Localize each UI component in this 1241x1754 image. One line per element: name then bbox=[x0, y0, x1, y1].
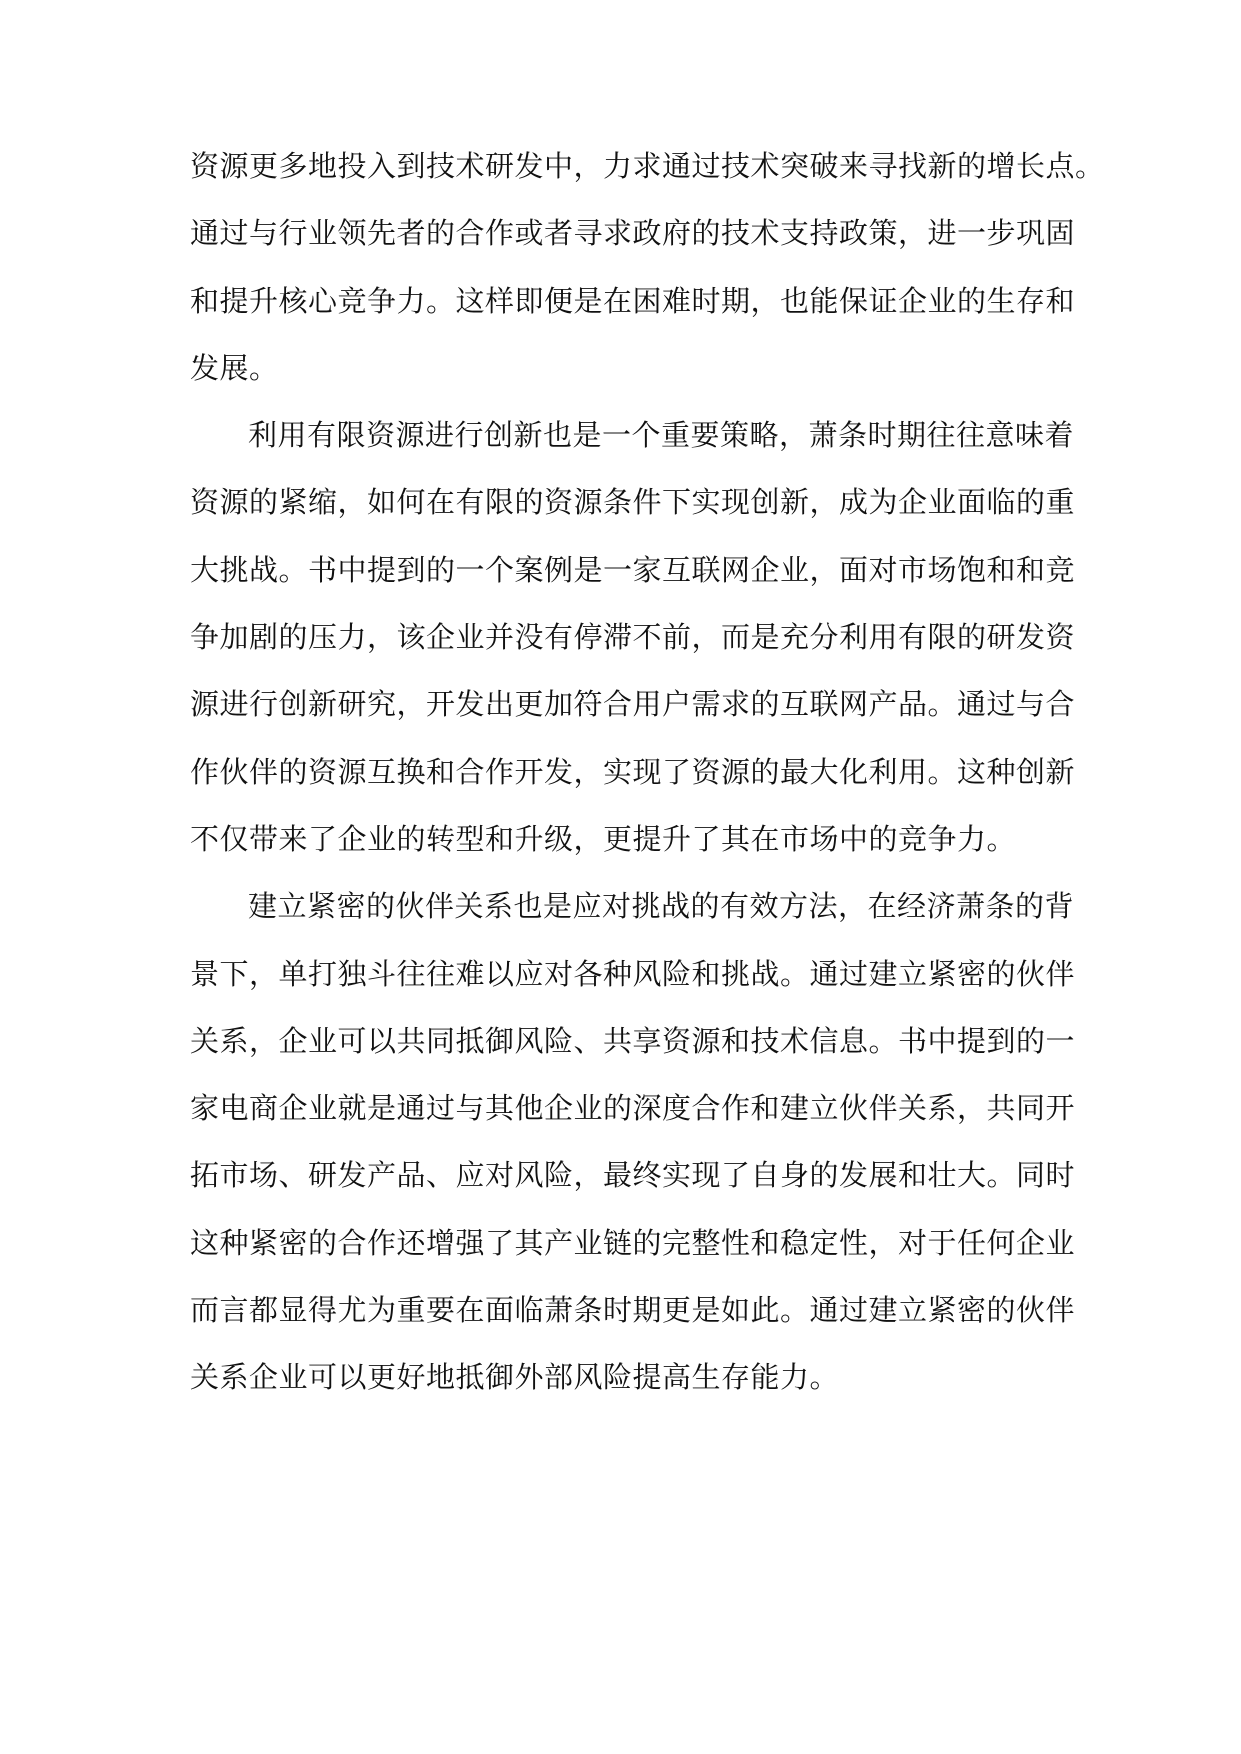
text-line: 关系企业可以更好地抵御外部风险提高生存能力。 bbox=[190, 1360, 840, 1395]
text-line: 资源的紧缩，如何在有限的资源条件下实现创新，成为企业面临的重 bbox=[190, 485, 1076, 520]
paragraph-first-line: 利用有限资源进行创新也是一个重要策略，萧条时期往往意味着 bbox=[248, 418, 1075, 453]
paragraph-first-line: 建立紧密的伙伴关系也是应对挑战的有效方法，在经济萧条的背 bbox=[248, 889, 1075, 924]
text-line: 通过与行业领先者的合作或者寻求政府的技术支持政策，进一步巩固 bbox=[190, 216, 1076, 251]
text-line: 关系，企业可以共同抵御风险、共享资源和技术信息。书中提到的一 bbox=[190, 1023, 1076, 1058]
text-line: 不仅带来了企业的转型和升级，更提升了其在市场中的竞争力。 bbox=[190, 821, 1017, 856]
text-line: 争加剧的压力，该企业并没有停滞不前，而是充分利用有限的研发资 bbox=[190, 620, 1076, 655]
text-line: 发展。 bbox=[190, 350, 279, 385]
text-line: 拓市场、研发产品、应对风险，最终实现了自身的发展和壮大。同时 bbox=[190, 1158, 1076, 1193]
text-line: 作伙伴的资源互换和合作开发，实现了资源的最大化利用。这种创新 bbox=[190, 754, 1076, 789]
text-line: 源进行创新研究，开发出更加符合用户需求的互联网产品。通过与合 bbox=[190, 687, 1076, 722]
text-line: 景下，单打独斗往往难以应对各种风险和挑战。通过建立紧密的伙伴 bbox=[190, 956, 1076, 991]
text-line: 家电商企业就是通过与其他企业的深度合作和建立伙伴关系，共同开 bbox=[190, 1091, 1076, 1126]
text-line: 这种紧密的合作还增强了其产业链的完整性和稳定性，对于任何企业 bbox=[190, 1225, 1076, 1260]
text-line: 资源更多地投入到技术研发中，力求通过技术突破来寻找新的增长点。 bbox=[190, 149, 1105, 183]
text-line: 而言都显得尤为重要在面临萧条时期更是如此。通过建立紧密的伙伴 bbox=[190, 1293, 1076, 1328]
text-line: 大挑战。书中提到的一个案例是一家互联网企业，面对市场饱和和竞 bbox=[190, 552, 1076, 587]
text-line: 和提升核心竞争力。这样即便是在困难时期，也能保证企业的生存和 bbox=[190, 283, 1076, 318]
document-body bbox=[190, 133, 1105, 1412]
